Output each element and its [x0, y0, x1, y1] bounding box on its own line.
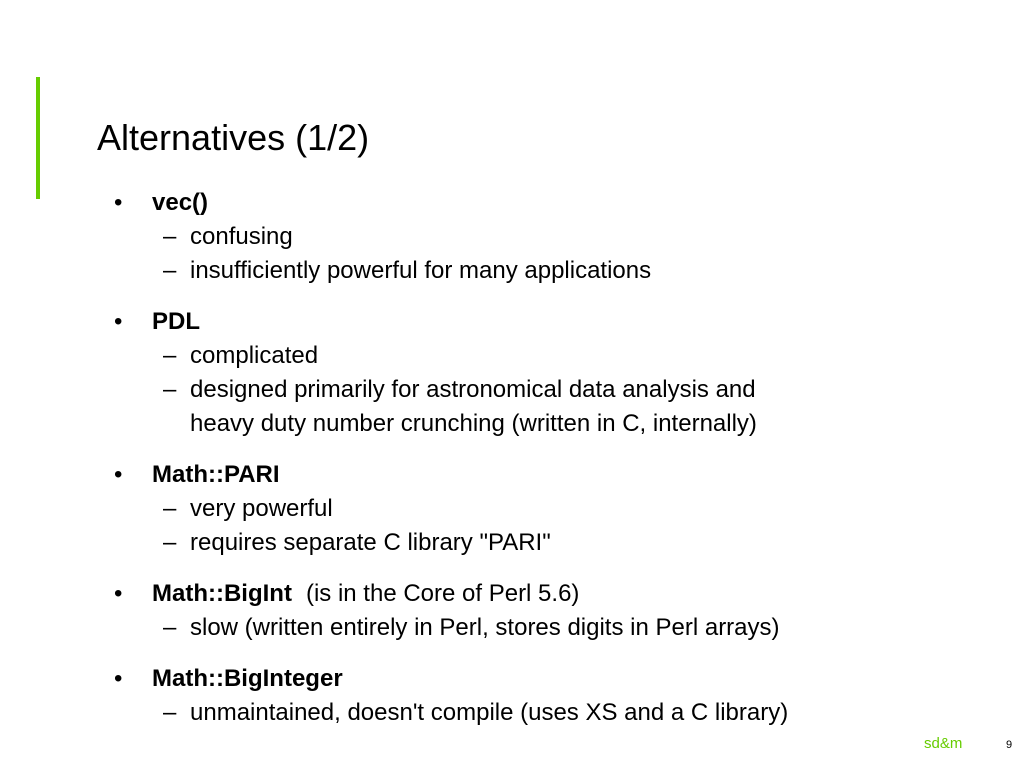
bullet-text — [152, 305, 200, 339]
bullet-term: Math::PARI — [152, 461, 280, 488]
sub-item-text: designed primarily for astronomical data analysis and — [190, 376, 756, 403]
sub-item-text: very powerful — [190, 495, 333, 522]
sub-item-marker: – — [163, 699, 177, 726]
bullet-marker: • — [114, 308, 123, 335]
sub-item-text: complicated — [190, 342, 319, 369]
bullet-text — [152, 662, 343, 696]
bullet-marker: • — [114, 189, 123, 216]
bullet-marker: • — [114, 461, 123, 488]
slide-title: Alternatives (1/2) — [97, 117, 370, 158]
bullet-term: Math::BigInteger — [152, 665, 343, 692]
sub-item-marker: – — [163, 223, 177, 250]
bullet-term: Math::BigInt — [152, 580, 292, 607]
sub-item-marker: – — [163, 376, 177, 403]
sub-item-marker: – — [163, 257, 177, 284]
sub-item-marker: – — [163, 614, 177, 641]
bullet-note: (is in the Core of Perl 5.6) — [305, 580, 580, 607]
sub-item-text: insufficiently powerful for many applications — [190, 257, 652, 284]
bullet-text — [152, 458, 280, 492]
sub-item-marker: – — [163, 342, 177, 369]
sub-item-text: slow (written entirely in Perl, stores digits in Perl arrays) — [190, 614, 780, 641]
bullet-text — [152, 577, 579, 611]
bullet-text — [152, 186, 208, 220]
footer-brand: sd&m — [924, 735, 963, 752]
sub-item-text: heavy duty number crunching (written in C, internally) — [190, 410, 757, 437]
sub-item-marker: – — [163, 529, 177, 556]
sub-item-text: requires separate C library "PARI" — [190, 529, 551, 556]
bullet-marker: • — [114, 665, 123, 692]
bullet-term: PDL — [152, 308, 200, 335]
sub-item-text: confusing — [190, 223, 293, 250]
bullet-term: vec() — [152, 189, 209, 216]
sub-item-text: unmaintained, doesn't compile (uses XS and a C library) — [190, 699, 789, 726]
sub-item-marker: – — [163, 495, 177, 522]
bullet-marker: • — [114, 580, 123, 607]
page-number: 9 — [1006, 739, 1013, 751]
